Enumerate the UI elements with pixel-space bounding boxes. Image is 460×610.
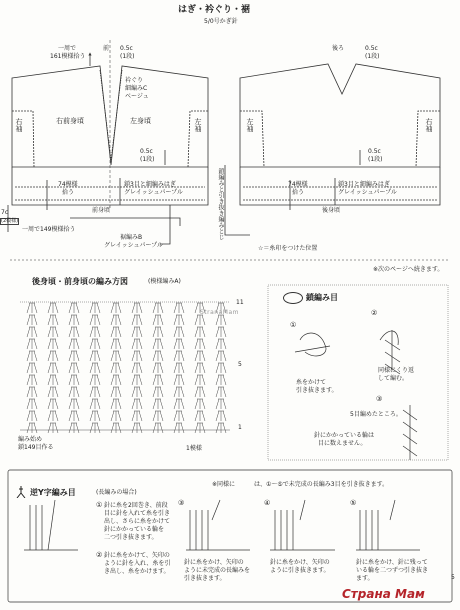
ystitch-step1-num: ① xyxy=(96,501,103,509)
row-label-1: 1 xyxy=(238,424,242,431)
stitch-cell xyxy=(195,387,205,397)
front-neck-line xyxy=(100,70,122,160)
stitch-cell xyxy=(27,411,37,421)
back-measure-top-rows: (1段) xyxy=(365,53,380,60)
back-seam-note-line1: 鎖3目と細編みはぎ xyxy=(338,181,390,188)
stitch-cell xyxy=(111,375,121,385)
stitch-cell xyxy=(216,387,226,397)
stitch-cell xyxy=(111,315,121,325)
neck-note-line1: 衿ぐり xyxy=(125,77,144,84)
stitch-cell xyxy=(27,387,37,397)
back-body-label: 後身頃 xyxy=(322,207,341,214)
stitch-cell xyxy=(48,339,58,349)
stitch-cell xyxy=(90,387,100,397)
ystitch-title: 逆Y字編み目 xyxy=(30,488,76,497)
stitch-cell xyxy=(48,399,58,409)
chain-step3-note-line1: 針にかかっている輪は xyxy=(314,432,375,439)
chain-step1-num: ① xyxy=(290,321,297,329)
stitch-cell xyxy=(174,351,184,361)
ystitch-step1-line2: 目に針を入れて糸を引き xyxy=(104,510,171,517)
stitch-cell xyxy=(216,339,226,349)
stitch-cell xyxy=(195,423,205,433)
chain-step1-line2: 引き抜きます。 xyxy=(296,387,338,394)
stitch-cell xyxy=(153,327,163,337)
site-logo: Страна Мам xyxy=(342,587,425,601)
ystitch-note: ※同様に xyxy=(212,481,236,488)
stitch-cell xyxy=(195,351,205,361)
front-measure-top: 0.5c xyxy=(120,45,133,52)
stitch-cell xyxy=(174,423,184,433)
back-pickup74-line1: 74模様 xyxy=(288,181,308,188)
stitch-cell xyxy=(27,315,37,325)
stitch-cell xyxy=(174,327,184,337)
stitch-cell xyxy=(153,411,163,421)
reverse-y-stitch-icon xyxy=(16,486,26,498)
stitch-cell xyxy=(111,411,121,421)
chain-step3-num: ③ xyxy=(376,395,383,403)
repeat-label: 1模様 xyxy=(186,445,202,452)
stitch-cell xyxy=(27,327,37,337)
stitch-cell xyxy=(90,399,100,409)
stitch-cell xyxy=(216,423,226,433)
right-sleeve-label: 右袖 xyxy=(15,118,23,132)
stitch-cell xyxy=(174,411,184,421)
stitch-cell xyxy=(90,303,100,313)
stitch-cell xyxy=(69,423,79,433)
back-measure-bottom-rows: (1段) xyxy=(368,156,383,163)
stitch-cell xyxy=(174,375,184,385)
page-subtitle: 5/0号かぎ針 xyxy=(204,18,238,25)
stitch-cell xyxy=(27,339,37,349)
ystitch-step3-num: ③ xyxy=(178,499,185,507)
stitch-cell xyxy=(48,351,58,361)
chart-title-suffix: (模様編みA) xyxy=(148,278,181,285)
back-right-sleeve-label: 右袖 xyxy=(425,118,433,132)
ystitch-step2-line3: き出し、糸をかけます。 xyxy=(104,568,170,575)
chart-title: 後身頃・前身頃の編み方図 xyxy=(32,277,128,286)
stitch-cell xyxy=(132,327,142,337)
stitch-cell xyxy=(174,399,184,409)
stitch-cell xyxy=(195,399,205,409)
stitch-cell xyxy=(132,423,142,433)
start-note-line1: 編み始め xyxy=(18,436,43,443)
back-measure-bottom: 0.5c xyxy=(368,148,381,155)
stitch-cell xyxy=(132,315,142,325)
stitch-cell xyxy=(27,351,37,361)
stitch-cell xyxy=(216,399,226,409)
stitch-cell xyxy=(216,351,226,361)
stitch-cell xyxy=(174,363,184,373)
page-title: はぎ・衿ぐり・裾 xyxy=(178,5,251,15)
stitch-cell xyxy=(27,375,37,385)
stitch-cell xyxy=(69,387,79,397)
stitch-cell xyxy=(111,363,121,373)
left-sleeve-label: 左袖 xyxy=(194,118,202,132)
stitch-cell xyxy=(216,375,226,385)
front-marker-label: 前 xyxy=(103,45,110,52)
stitch-cell xyxy=(153,363,163,373)
stitch-cell xyxy=(69,411,79,421)
stitch-cell xyxy=(195,363,205,373)
stitch-cell xyxy=(69,351,79,361)
ystitch-step3-line3: 引き抜きます。 xyxy=(184,575,226,582)
ystitch-step5-num: ⑤ xyxy=(350,499,357,507)
chain-step2-line1: 同様にくり返 xyxy=(378,367,415,374)
stitch-cell xyxy=(216,327,226,337)
stitch-cell xyxy=(132,303,142,313)
ystitch-illustrations xyxy=(24,500,420,550)
neck-note-line2: 細編みC xyxy=(125,85,148,92)
stitch-cell xyxy=(27,399,37,409)
stitch-cell xyxy=(111,351,121,361)
ystitch-step4-line2: ように引き抜きます。 xyxy=(270,567,330,574)
row-label-11: 11 xyxy=(236,299,244,306)
side-length-label: 7c xyxy=(1,209,9,216)
stitch-cell xyxy=(48,315,58,325)
front-body-label: 前身頃 xyxy=(92,207,111,214)
back-seam-note-line2: グレイッシュパープル xyxy=(338,189,397,196)
stitch-cell xyxy=(153,315,163,325)
stitch-cell xyxy=(69,363,79,373)
stitch-cell xyxy=(90,327,100,337)
stitch-cell xyxy=(195,411,205,421)
ystitch-step3-line2: ように未完成の長編みを xyxy=(184,567,251,574)
ystitch-step1-line3: 出し、さらに糸をかけて xyxy=(104,518,171,525)
stitch-cell xyxy=(153,399,163,409)
seam-note-line1: 鎖3目と細編みはぎ xyxy=(124,181,176,188)
stitch-cell xyxy=(216,363,226,373)
stitch-cell xyxy=(27,363,37,373)
stitch-cell xyxy=(174,303,184,313)
stitch-cell xyxy=(69,375,79,385)
hem-label-line2: グレイッシュパープル xyxy=(104,242,163,249)
stitch-cell xyxy=(132,363,142,373)
stitch-cell xyxy=(216,411,226,421)
ystitch-step3-line1: 針に糸をかけ、矢印の xyxy=(184,559,244,566)
stitch-cell xyxy=(69,315,79,325)
start-note-line2: 鎖149目作る xyxy=(18,444,54,451)
stitch-cell xyxy=(111,423,121,433)
stitch-cell xyxy=(48,363,58,373)
stitch-cell xyxy=(153,303,163,313)
page-number: 5 xyxy=(451,574,455,581)
ystitch-step2-num: ② xyxy=(96,551,103,559)
pickup-note-line1: 一周で xyxy=(58,45,77,52)
stitch-cell xyxy=(132,399,142,409)
right-front-label: 右前身頃 xyxy=(56,117,84,125)
back-marker-label: 後ろ xyxy=(332,45,345,52)
row-label-5: 5 xyxy=(238,361,242,368)
pickup74-line2: 拾う xyxy=(62,189,75,196)
stitch-cell xyxy=(48,303,58,313)
seam-note-line2: グレイッシュパープル xyxy=(124,189,183,196)
stitch-cell xyxy=(132,411,142,421)
pickup74-line1: 74模様 xyxy=(58,181,78,188)
stitch-cell xyxy=(90,411,100,421)
ystitch-step5-line3: ます。 xyxy=(356,575,374,582)
pickup-note-line2: 161模様拾う xyxy=(50,53,86,60)
stitch-cell xyxy=(48,375,58,385)
stitch-cell xyxy=(153,351,163,361)
stitch-cell xyxy=(132,351,142,361)
ystitch-subtitle: (長編みの場合) xyxy=(96,489,137,496)
stitch-cell xyxy=(27,303,37,313)
stitch-cell xyxy=(90,423,100,433)
chain-step2-line2: して編む。 xyxy=(378,375,409,382)
stitch-cell xyxy=(174,339,184,349)
front-measure-bottom: 0.5c xyxy=(140,148,153,155)
stitch-cell xyxy=(153,423,163,433)
stitch-cell xyxy=(111,339,121,349)
stitch-cell xyxy=(174,315,184,325)
stitch-cell xyxy=(90,351,100,361)
mark-note: ☆＝糸印をつけた位置 xyxy=(258,245,318,252)
chain-step3-line1: 5目編めたところ。 xyxy=(350,411,402,418)
stitch-cell xyxy=(174,387,184,397)
stitch-cell xyxy=(195,327,205,337)
vertical-seam-note: 鎖編みと引き抜き編みとじ xyxy=(217,168,224,240)
stitch-cell xyxy=(111,303,121,313)
stitch-cell xyxy=(153,387,163,397)
stitch-cell xyxy=(153,339,163,349)
stitch-cell xyxy=(27,423,37,433)
stitch-cell xyxy=(132,339,142,349)
ystitch-step5-line2: いる輪を二つずつ引き抜き xyxy=(356,567,429,574)
side-rows-label: (2模様) xyxy=(1,218,19,224)
hem-label-line1: 裾編みB xyxy=(120,234,143,241)
ystitch-step5-line1: 針に糸をかけ、針に残って xyxy=(356,559,428,566)
stitch-cell xyxy=(69,339,79,349)
ystitch-step1-line5: 二つ引き抜きます。 xyxy=(104,534,158,541)
watermark: StranaMam xyxy=(200,309,239,316)
chain-step1-line1: 糸をかけて xyxy=(296,379,327,386)
front-measure-bottom-rows: (1段) xyxy=(140,156,155,163)
ystitch-step4-num: ④ xyxy=(264,499,271,507)
stitch-cell xyxy=(153,375,163,385)
stitch-cell xyxy=(195,339,205,349)
ystitch-note-rest: は、①〜⑤で未完成の長編み3目を引き抜きます。 xyxy=(254,481,389,488)
stitch-cell xyxy=(48,423,58,433)
stitch-cell xyxy=(111,387,121,397)
ystitch-step2-line2: ように針を入れ、糸を引 xyxy=(104,560,171,567)
stitch-cell xyxy=(69,327,79,337)
back-left-sleeve-label: 左袖 xyxy=(246,118,254,132)
ystitch-step1-line4: 針にかかっている輪を xyxy=(104,526,165,533)
stitch-cell xyxy=(90,339,100,349)
ystitch-step4-line1: 針に糸をかけ、矢印の xyxy=(270,559,330,566)
ystitch-step1-line1: 針に糸を2回巻き、前段 xyxy=(104,502,168,509)
stitch-cell xyxy=(132,387,142,397)
stitch-cell xyxy=(48,387,58,397)
chain-step3-note-line2: 目に数えません。 xyxy=(318,440,367,447)
stitch-cell xyxy=(90,315,100,325)
chain-title: 鎖編み目 xyxy=(306,293,338,302)
back-pickup74-line2: 拾う xyxy=(292,189,305,196)
next-page-note: ※次のページへ続きます。 xyxy=(373,266,444,273)
stitch-cell xyxy=(195,315,205,325)
stitch-cell xyxy=(48,411,58,421)
stitch-cell xyxy=(216,315,226,325)
stitch-cell xyxy=(90,375,100,385)
chain-step2-num: ② xyxy=(371,309,378,317)
neck-note-line3: ベージュ xyxy=(125,93,149,100)
stitch-cell xyxy=(69,303,79,313)
stitch-cell xyxy=(111,399,121,409)
stitch-cell xyxy=(48,327,58,337)
stitch-cell xyxy=(69,399,79,409)
stitch-cell xyxy=(195,375,205,385)
back-measure-top: 0.5c xyxy=(365,45,378,52)
front-measure-top-rows: (1段) xyxy=(120,53,135,60)
chain-stitch-symbol-icon xyxy=(283,292,303,304)
stitch-cell xyxy=(111,327,121,337)
ystitch-step2-line1: 針に糸をかけて、矢印の xyxy=(104,552,170,559)
loop149-label: 一周で149模様拾う xyxy=(22,226,76,233)
left-front-label: 左身頃 xyxy=(130,117,151,125)
stitch-cell xyxy=(132,375,142,385)
back-body-outline xyxy=(240,64,440,167)
stitch-cell xyxy=(90,363,100,373)
